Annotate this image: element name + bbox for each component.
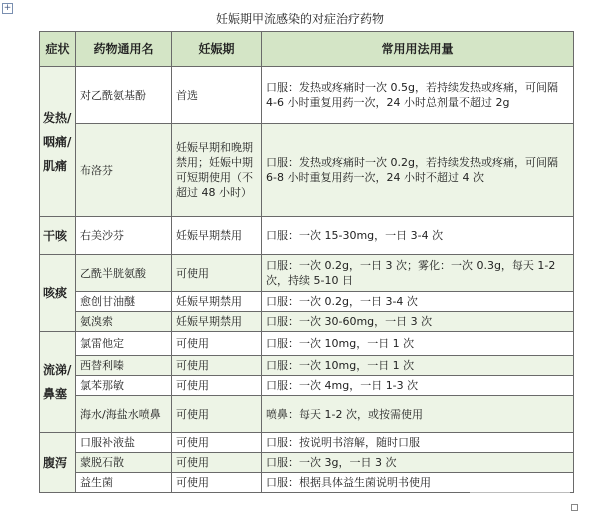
drug-cell: 口服补液盐: [76, 433, 172, 453]
usage-cell: 口服：一次 10mg，一日 1 次: [262, 332, 574, 356]
drug-cell: 西替利嗪: [76, 356, 172, 376]
usage-cell: 口服：一次 0.2g，一日 3-4 次: [262, 292, 574, 312]
drug-cell: 氨溴索: [76, 312, 172, 332]
pregnancy-cell: 首选: [172, 67, 262, 124]
table-row: [40, 255, 574, 292]
drug-cell: 氯苯那敏: [76, 376, 172, 396]
table-row: [40, 67, 574, 124]
header-pregnancy: 妊娠期: [172, 32, 262, 67]
table-title: 妊娠期甲流感染的对症治疗药物: [215, 12, 384, 26]
pregnancy-cell: 妊娠早期禁用: [172, 312, 262, 332]
pregnancy-cell: 可使用: [172, 332, 262, 356]
pregnancy-cell: 可使用: [172, 356, 262, 376]
symptom-cell: 咳痰: [40, 255, 76, 332]
header-drug: 药物通用名: [76, 32, 172, 67]
usage-cell: 口服：一次 15-30mg，一日 3-4 次: [262, 217, 574, 255]
move-anchor-icon[interactable]: +: [3, 3, 12, 13]
header-symptom: 症状: [40, 32, 76, 67]
usage-cell: 口服：一次 10mg，一日 1 次: [262, 356, 574, 376]
drug-cell: 乙酰半胱氨酸: [76, 255, 172, 292]
symptom-cell: 干咳: [40, 217, 76, 255]
table-row: [40, 396, 574, 433]
table-row: [40, 332, 574, 356]
symptom-cell: 发热/咽痛/肌痛: [40, 67, 76, 217]
pregnancy-cell: 妊娠早期和晚期禁用；妊娠中期可短期使用（不超过 48 小时）: [172, 124, 262, 217]
usage-cell: 口服：一次 4mg，一日 1-3 次: [262, 376, 574, 396]
table-row: [40, 453, 574, 473]
usage-cell: 口服：按说明书溶解，随时口服: [262, 433, 574, 453]
drug-cell: 右美沙芬: [76, 217, 172, 255]
usage-cell: 口服：一次 30-60mg，一日 3 次: [262, 312, 574, 332]
pregnancy-cell: 可使用: [172, 396, 262, 433]
pregnancy-cell: 妊娠早期禁用: [172, 292, 262, 312]
header-row: [40, 32, 574, 67]
symptom-cell: 流涕/鼻塞: [40, 332, 76, 433]
pregnancy-cell: 可使用: [172, 433, 262, 453]
drug-table: [39, 31, 574, 493]
drug-cell: 海水/海盐水喷鼻: [76, 396, 172, 433]
pregnancy-cell: 可使用: [172, 473, 262, 493]
drug-cell: 蒙脱石散: [76, 453, 172, 473]
table-row: [40, 124, 574, 217]
table-row: [40, 433, 574, 453]
usage-cell: 口服：发热或疼痛时一次 0.2g，若持续发热或疼痛，可间隔 6-8 小时重复用药一次，24 小时不超过 4 次: [262, 124, 574, 217]
drug-cell: 氯雷他定: [76, 332, 172, 356]
pregnancy-cell: 可使用: [172, 376, 262, 396]
symptom-cell: 腹泻: [40, 433, 76, 493]
usage-cell: 口服：根据具体益生菌说明书使用: [262, 473, 574, 493]
header-usage: 常用用法用量: [262, 32, 574, 67]
pregnancy-cell: 可使用: [172, 453, 262, 473]
usage-cell: 喷鼻：每天 1-2 次，或按需使用: [262, 396, 574, 433]
pregnancy-cell: 妊娠早期禁用: [172, 217, 262, 255]
watermark-overlay: [470, 488, 570, 506]
pregnancy-cell: 可使用: [172, 255, 262, 292]
drug-cell: 对乙酰氨基酚: [76, 67, 172, 124]
usage-cell: 口服：发热或疼痛时一次 0.5g，若持续发热或疼痛，可间隔 4-6 小时重复用药一次，24 小时总剂量不超过 2g: [262, 67, 574, 124]
drug-cell: 布洛芬: [76, 124, 172, 217]
usage-cell: 口服：一次 3g，一日 3 次: [262, 453, 574, 473]
usage-cell: 口服：一次 0.2g，一日 3 次；雾化：一次 0.3g，每天 1-2 次，持续 5-10 日: [262, 255, 574, 292]
table-row: [40, 292, 574, 312]
table-row: [40, 217, 574, 255]
drug-cell: 愈创甘油醚: [76, 292, 172, 312]
resize-handle-icon[interactable]: [571, 504, 578, 511]
table-row: [40, 376, 574, 396]
drug-cell: 益生菌: [76, 473, 172, 493]
table-row: [40, 312, 574, 332]
table-row: [40, 356, 574, 376]
